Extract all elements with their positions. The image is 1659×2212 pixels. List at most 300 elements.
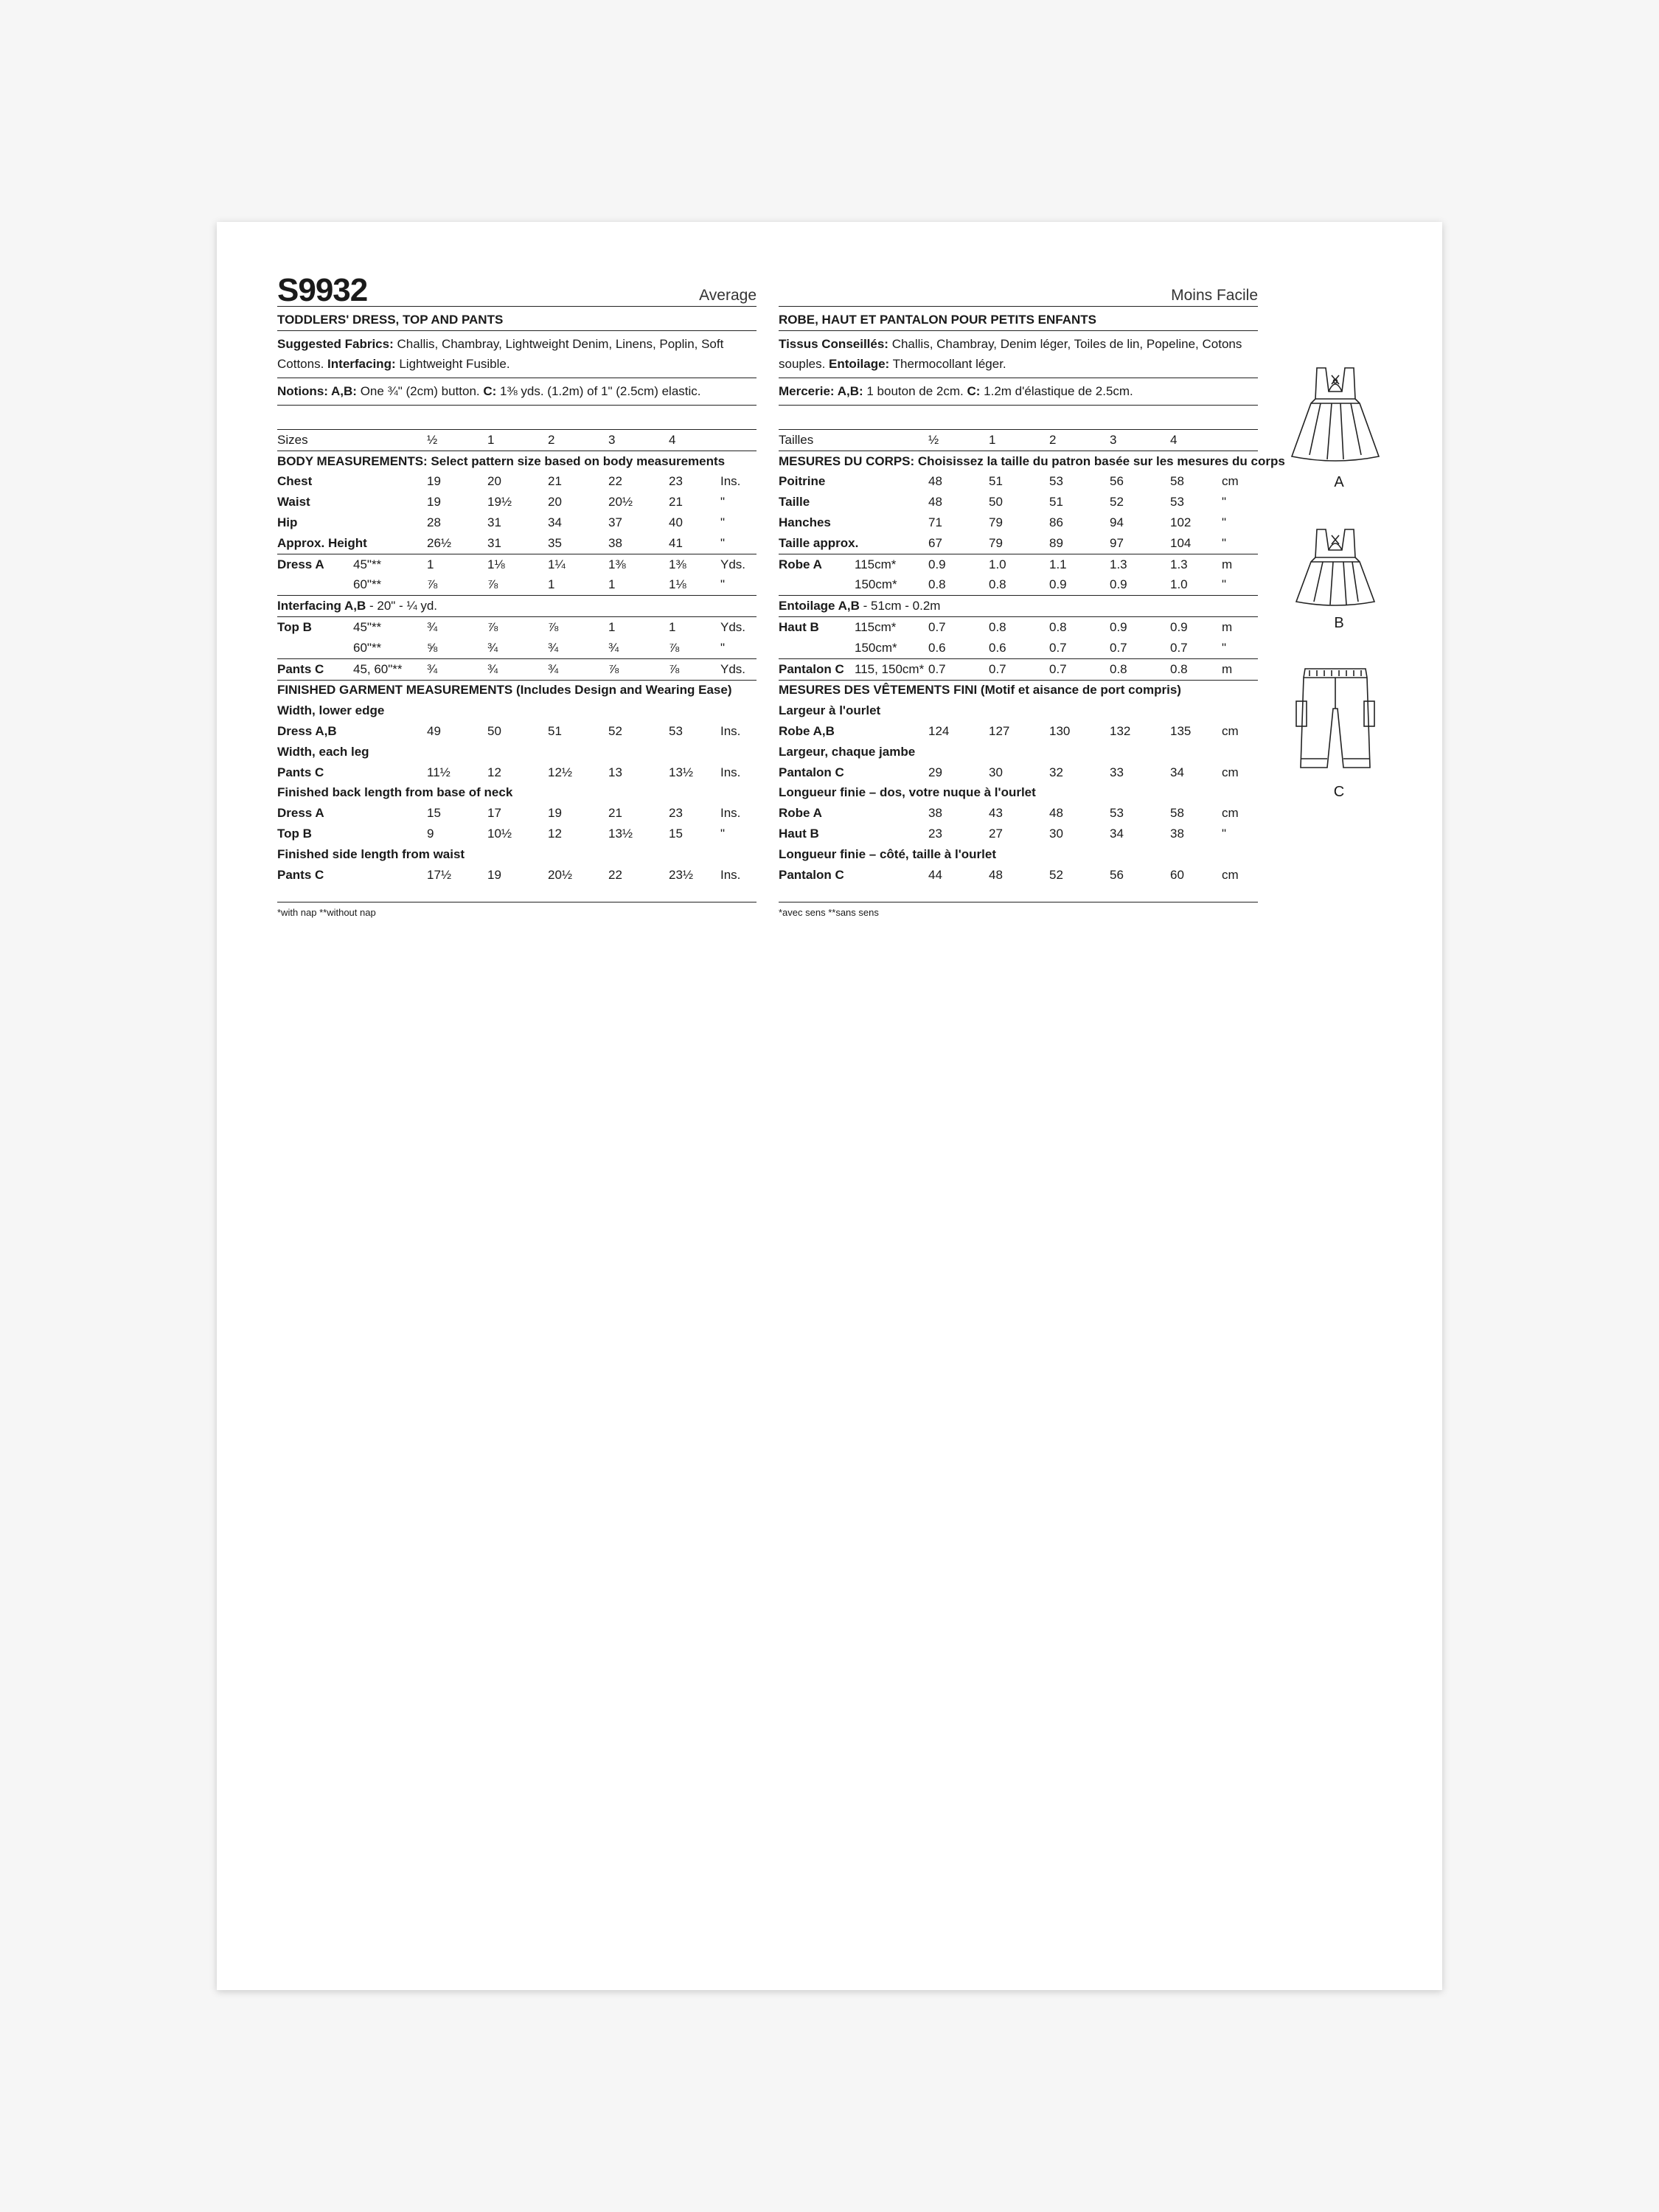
row-value: 13½	[608, 827, 633, 841]
row-sublabel: 60"**	[353, 638, 427, 658]
row-value: 0.8	[928, 575, 989, 596]
interfacing-label: Interfacing:	[327, 357, 396, 371]
fabrics-text: Challis, Chambray, Lightweight Denim, Linens, Poplin, Soft Cottons.	[277, 337, 724, 371]
body-measurement-row	[779, 512, 1258, 533]
finished-measurements-heading	[277, 680, 757, 700]
row-value: 20	[487, 474, 501, 489]
row-value: 17½	[427, 867, 452, 882]
row-value: 28	[427, 515, 441, 530]
row-value: 31	[487, 533, 548, 554]
row-value: 9	[427, 827, 434, 841]
view-b	[1287, 525, 1391, 632]
row-unit: cm	[1222, 474, 1239, 489]
top-illustration-icon	[1287, 525, 1383, 613]
row-unit: "	[720, 515, 726, 530]
row-value: 48	[928, 474, 942, 489]
pants-yardage-row	[277, 658, 757, 680]
finished-subheading	[779, 700, 1258, 721]
finished-subheading	[277, 700, 757, 721]
dress-yardage-row	[277, 575, 757, 596]
row-unit: Ins.	[720, 765, 741, 779]
finished-subheading	[779, 742, 1258, 762]
row-sublabel: 60"**	[353, 575, 427, 596]
finished-subheading-text: Longueur finie – côté, taille à l'ourlet	[779, 846, 996, 861]
row-value: 71	[928, 515, 942, 530]
notions-c-text: 1⅜ yds. (1.2m) of 1" (2.5cm) elastic.	[496, 384, 701, 398]
row-value: 23	[669, 806, 683, 821]
row-value: ¾	[608, 638, 669, 658]
row-value: 97	[1110, 533, 1170, 554]
sizes-row	[277, 430, 757, 451]
row-unit: "	[720, 575, 757, 596]
finished-measurement-row	[779, 824, 1258, 844]
sizes-label: Sizes	[277, 430, 353, 451]
fabrics-text: Challis, Chambray, Denim léger, Toiles de lin, Popeline, Cotons souples.	[779, 337, 1242, 371]
header	[779, 272, 1258, 307]
row-label: Robe A	[779, 806, 822, 821]
row-value: 35	[548, 533, 608, 554]
row-value: 19	[487, 867, 501, 882]
row-value: 102	[1170, 515, 1192, 530]
row-value: ⅞	[487, 620, 498, 635]
row-sublabel	[855, 492, 928, 512]
row-value: 0.6	[928, 638, 989, 658]
notions-paragraph	[779, 378, 1258, 406]
row-value: 22	[608, 474, 622, 489]
dress-yardage-row	[779, 554, 1258, 574]
interfacing-row-value: - 20" - ¼ yd.	[366, 599, 438, 613]
row-unit: Ins.	[720, 724, 741, 739]
row-label: Hanches	[779, 515, 831, 530]
finished-subheading-text: Finished side length from waist	[277, 846, 465, 861]
interfacing-row-text	[779, 596, 1258, 617]
row-value: 0.8	[1170, 658, 1222, 680]
row-value: 1.0	[1170, 575, 1222, 596]
row-value: 19½	[487, 495, 512, 509]
row-value: 10½	[487, 827, 512, 841]
row-value: 17	[487, 806, 501, 821]
finished-subheading-text: Largeur à l'ourlet	[779, 703, 881, 718]
row-value: ¾	[548, 658, 608, 680]
row-label: Hip	[277, 515, 298, 530]
row-value: 19	[427, 474, 441, 489]
row-value: 124	[928, 724, 950, 739]
row-value: ⅞	[427, 575, 487, 596]
view-b-label: B	[1334, 615, 1344, 631]
row-label	[277, 575, 353, 596]
row-value: ¾	[427, 658, 487, 680]
row-unit: "	[1222, 575, 1258, 596]
row-value: 32	[1049, 765, 1063, 779]
finished-subheading-text: Longueur finie – dos, votre nuque à l'ourlet	[779, 785, 1036, 800]
row-value: 34	[548, 515, 562, 530]
row-value: 30	[989, 765, 1003, 779]
body-measurements-heading	[277, 451, 757, 471]
row-value: ¾	[548, 638, 608, 658]
row-value: 0.8	[1049, 620, 1067, 635]
row-value: 1.1	[1049, 557, 1067, 571]
row-sublabel	[855, 533, 928, 554]
interfacing-text: Thermocollant léger.	[889, 357, 1006, 371]
body-measurement-row	[277, 472, 757, 493]
interfacing-row-text	[277, 596, 757, 617]
spacer	[1222, 430, 1258, 451]
row-unit: Ins.	[720, 867, 741, 882]
row-value: 60	[1170, 867, 1184, 882]
row-value: 51	[548, 724, 562, 739]
row-value: 1.0	[989, 557, 1006, 571]
row-value: 20½	[608, 495, 633, 509]
row-unit: Yds.	[720, 620, 746, 635]
row-value: 40	[669, 515, 683, 530]
row-label: Poitrine	[779, 474, 826, 489]
row-label: Pantalon C	[779, 765, 844, 779]
spacer	[855, 824, 928, 844]
row-value: 0.6	[989, 638, 1049, 658]
body-measurements-heading	[779, 451, 1258, 471]
row-value: 53	[669, 724, 683, 739]
row-unit: cm	[1222, 724, 1239, 739]
fabrics-label: Tissus Conseillés:	[779, 337, 888, 351]
row-value: 22	[608, 867, 622, 882]
row-value: 21	[669, 495, 683, 509]
body-measurement-row	[779, 492, 1258, 512]
row-value: ⅞	[548, 620, 559, 635]
row-value: 130	[1049, 724, 1071, 739]
row-label: Robe A	[779, 557, 822, 571]
notions-label: Notions: A,B:	[277, 384, 357, 398]
body-measurements-heading-text: MESURES DU CORPS: Choisissez la taille du patron basée sur les mesures du corps	[779, 453, 1285, 468]
row-value: 1⅜	[608, 557, 626, 571]
row-unit: Yds.	[720, 658, 757, 680]
row-sublabel: 45"**	[353, 557, 382, 571]
pants-illustration-icon	[1287, 664, 1383, 782]
row-value: 13	[608, 765, 622, 779]
row-unit: cm	[1222, 765, 1239, 779]
sizes-label: Tailles	[779, 430, 855, 451]
row-value: 12½	[548, 765, 573, 779]
row-value: 41	[669, 533, 720, 554]
row-value: 1	[669, 620, 676, 635]
header	[277, 272, 757, 307]
row-unit: "	[1222, 827, 1227, 841]
top-yardage-row	[277, 638, 757, 658]
row-value: 1	[548, 575, 608, 596]
row-value: 38	[608, 533, 669, 554]
row-label: Robe A,B	[779, 724, 835, 739]
size-header: ½	[427, 430, 487, 451]
row-sublabel: 45, 60"**	[353, 658, 427, 680]
row-value: 26½	[427, 533, 487, 554]
french-column	[779, 272, 1285, 918]
row-value: 79	[989, 515, 1003, 530]
finished-measurement-row	[277, 865, 757, 886]
row-unit: cm	[1222, 867, 1239, 882]
row-unit: "	[720, 495, 726, 509]
notions-c-label: C:	[483, 384, 497, 398]
row-label: Pantalon C	[779, 867, 844, 882]
row-value: 23½	[669, 867, 694, 882]
footnote: *avec sens **sans sens	[779, 902, 1258, 918]
row-label: Chest	[277, 474, 313, 489]
row-value: 37	[608, 515, 622, 530]
row-unit: m	[1222, 620, 1233, 635]
interfacing-row	[277, 596, 757, 617]
row-value: 48	[1049, 806, 1063, 821]
row-value: 1⅛	[669, 575, 720, 596]
row-sublabel: 115cm*	[855, 620, 897, 635]
row-unit: m	[1222, 557, 1233, 571]
row-value: ⅞	[487, 575, 548, 596]
row-value: 23	[669, 474, 683, 489]
row-value: 15	[669, 827, 683, 841]
finished-measurement-row	[779, 803, 1258, 824]
notions-c-text: 1.2m d'élastique de 2.5cm.	[980, 384, 1133, 398]
spacer	[720, 430, 757, 451]
row-value: 49	[427, 724, 441, 739]
row-value: 48	[989, 867, 1003, 882]
row-value: 15	[427, 806, 441, 821]
finished-measurement-row	[277, 803, 757, 824]
row-label: Pants C	[277, 867, 324, 882]
row-label: Dress A,B	[277, 724, 337, 739]
row-label	[779, 575, 855, 596]
row-value: 20	[548, 495, 562, 509]
row-value: 104	[1170, 533, 1222, 554]
row-value: 52	[608, 724, 622, 739]
row-value: 29	[928, 765, 942, 779]
finished-measurements-heading	[779, 680, 1258, 700]
row-value: 31	[487, 515, 501, 530]
fabrics-paragraph	[277, 331, 757, 378]
row-value: 0.9	[1110, 620, 1127, 635]
row-value: 12	[487, 765, 501, 779]
row-value: 34	[1110, 827, 1124, 841]
size-header: 3	[608, 430, 669, 451]
row-value: 1	[608, 575, 669, 596]
row-value: 89	[1049, 533, 1110, 554]
row-label: Haut B	[779, 827, 819, 841]
dress-illustration-icon	[1287, 362, 1383, 473]
finished-subheading	[277, 742, 757, 762]
row-sublabel	[855, 472, 928, 493]
row-value: 0.9	[928, 557, 946, 571]
yardage-table	[277, 429, 757, 886]
row-value: 1⅜	[669, 557, 686, 571]
interfacing-text: Lightweight Fusible.	[395, 357, 510, 371]
row-value: ¾	[487, 638, 548, 658]
finished-measurement-row	[779, 865, 1258, 886]
row-value: 20½	[548, 867, 573, 882]
interfacing-row-label: Entoilage A,B	[779, 599, 860, 613]
body-measurement-row	[277, 533, 757, 554]
row-value: 38	[928, 806, 942, 821]
spacer	[855, 762, 928, 783]
pattern-number: S9932	[277, 272, 368, 308]
row-value: 21	[548, 474, 562, 489]
row-value: 34	[1170, 765, 1184, 779]
view-a-label: A	[1334, 474, 1344, 490]
body-measurements-heading-text: BODY MEASUREMENTS: Select pattern size based on body measurements	[277, 453, 726, 468]
row-unit: "	[720, 827, 726, 841]
row-value: 0.9	[1110, 575, 1170, 596]
row-unit: "	[1222, 533, 1258, 554]
row-value: 43	[989, 806, 1003, 821]
row-value: 0.7	[1110, 638, 1170, 658]
row-value: 19	[548, 806, 562, 821]
size-header: 2	[548, 430, 608, 451]
size-header: 2	[1049, 430, 1110, 451]
row-label: Haut B	[779, 620, 819, 635]
size-header: 4	[1170, 430, 1222, 451]
finished-measurement-row	[779, 721, 1258, 742]
row-unit: m	[1222, 658, 1258, 680]
notions-paragraph	[277, 378, 757, 406]
row-value: 0.7	[1049, 638, 1110, 658]
finished-subheading	[277, 783, 757, 804]
notions-label: Mercerie: A,B:	[779, 384, 863, 398]
body-measurement-row	[779, 472, 1258, 493]
row-sublabel: 150cm*	[855, 638, 928, 658]
row-value: ⅞	[669, 638, 720, 658]
row-value: 44	[928, 867, 942, 882]
row-value: 135	[1170, 724, 1192, 739]
interfacing-label: Entoilage:	[829, 357, 890, 371]
view-a	[1287, 362, 1391, 491]
difficulty-level: Moins Facile	[1171, 287, 1258, 304]
pattern-title: ROBE, HAUT ET PANTALON POUR PETITS ENFANTS	[779, 307, 1258, 331]
footnote: *with nap **without nap	[277, 902, 757, 918]
finished-measurements-heading-text: FINISHED GARMENT MEASUREMENTS (Includes Design and Wearing Ease)	[277, 683, 732, 698]
row-value: 0.8	[989, 575, 1049, 596]
row-unit: "	[1222, 638, 1258, 658]
row-unit: "	[720, 638, 757, 658]
row-value: 33	[1110, 765, 1124, 779]
row-value: 0.8	[989, 620, 1006, 635]
row-value: 50	[487, 724, 501, 739]
row-label: Pants C	[277, 765, 324, 779]
row-value: ⅞	[669, 658, 720, 680]
row-value: 67	[928, 533, 989, 554]
body-measurement-row	[277, 512, 757, 533]
row-value: 50	[989, 495, 1003, 509]
row-value: 27	[989, 827, 1003, 841]
row-value: 0.9	[1170, 620, 1188, 635]
row-label: Pants C	[277, 658, 353, 680]
row-value: 21	[608, 806, 622, 821]
finished-measurement-row	[277, 824, 757, 844]
row-value: 52	[1049, 867, 1063, 882]
spacer	[353, 721, 427, 742]
finished-subheading	[779, 783, 1258, 804]
row-value: 1	[427, 557, 434, 571]
row-value: 53	[1170, 495, 1184, 509]
row-label: Pantalon C	[779, 658, 855, 680]
row-value: ¾	[427, 620, 438, 635]
finished-subheading	[779, 844, 1258, 865]
row-value: 56	[1110, 474, 1124, 489]
row-sublabel	[855, 512, 928, 533]
finished-measurement-row	[779, 762, 1258, 783]
row-label: Dress A	[277, 557, 324, 571]
row-value: 52	[1110, 495, 1124, 509]
row-label: Top B	[277, 620, 312, 635]
row-value: 12	[548, 827, 562, 841]
row-value: 0.8	[1110, 658, 1170, 680]
sizes-row	[779, 430, 1258, 451]
row-value: 19	[427, 495, 441, 509]
row-value: 0.7	[989, 658, 1049, 680]
spacer	[855, 430, 928, 451]
row-value: 79	[989, 533, 1049, 554]
row-value: 53	[1110, 806, 1124, 821]
fabrics-label: Suggested Fabrics:	[277, 337, 394, 351]
row-value: 0.7	[928, 658, 989, 680]
top-yardage-row	[779, 617, 1258, 638]
size-header: ½	[928, 430, 989, 451]
row-label: Top B	[277, 827, 312, 841]
row-label: Waist	[277, 495, 310, 509]
row-value: 38	[1170, 827, 1184, 841]
finished-subheading-text: Width, each leg	[277, 744, 369, 759]
row-sublabel: 115cm*	[855, 557, 897, 571]
view-c	[1287, 664, 1391, 801]
row-value: 0.7	[928, 620, 946, 635]
spacer	[855, 721, 928, 742]
row-value: 56	[1110, 867, 1124, 882]
size-header: 4	[669, 430, 720, 451]
pants-yardage-row	[779, 658, 1258, 680]
top-yardage-row	[277, 617, 757, 638]
spacer	[353, 865, 427, 886]
yardage-table	[779, 429, 1285, 886]
row-unit: "	[1222, 495, 1227, 509]
finished-subheading-text: Width, lower edge	[277, 703, 385, 718]
body-measurement-row	[277, 492, 757, 512]
row-value: 58	[1170, 474, 1184, 489]
dress-yardage-row	[779, 575, 1258, 596]
row-value: 1.3	[1110, 557, 1127, 571]
row-sublabel	[353, 492, 427, 512]
spacer	[855, 803, 928, 824]
spacer	[353, 430, 427, 451]
finished-measurements-heading-text: MESURES DES VÊTEMENTS FINI (Motif et aisance de port compris)	[779, 683, 1181, 698]
row-label: Taille	[779, 495, 810, 509]
size-header: 3	[1110, 430, 1170, 451]
row-value: 0.9	[1049, 575, 1110, 596]
interfacing-row-label: Interfacing A,B	[277, 599, 366, 613]
row-value: 51	[989, 474, 1003, 489]
row-value: 13½	[669, 765, 694, 779]
row-unit: Ins.	[720, 474, 741, 489]
dress-yardage-row	[277, 554, 757, 574]
row-value: 1.3	[1170, 557, 1188, 571]
row-label	[277, 638, 353, 658]
row-value: 48	[928, 495, 942, 509]
row-value: 132	[1110, 724, 1131, 739]
spacer	[353, 803, 427, 824]
finished-measurement-row	[277, 721, 757, 742]
garment-illustrations	[1287, 362, 1391, 801]
size-header: 1	[487, 430, 548, 451]
row-unit: cm	[1222, 806, 1239, 821]
size-header: 1	[989, 430, 1049, 451]
row-value: 94	[1110, 515, 1124, 530]
row-value: 53	[1049, 474, 1063, 489]
top-yardage-row	[779, 638, 1258, 658]
row-value: ⅝	[427, 638, 487, 658]
row-value: 1	[608, 620, 616, 635]
